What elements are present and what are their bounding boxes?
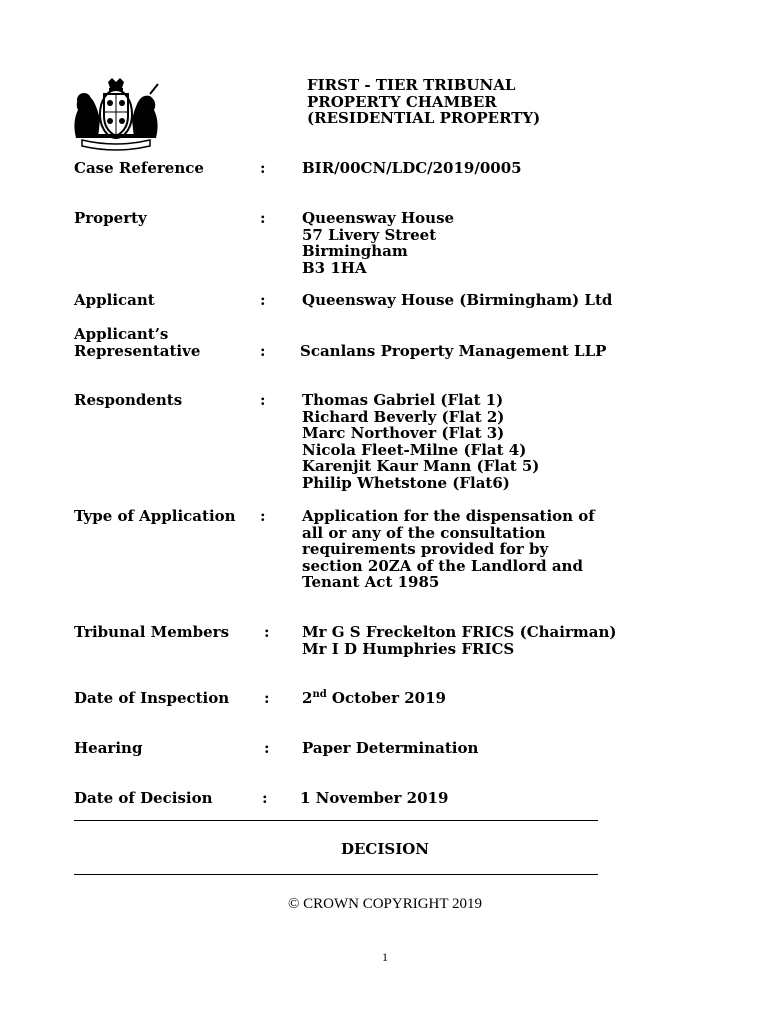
respondent-item: Marc Northover (Flat 3) [302,424,505,442]
respondents-label: Respondents [74,391,183,409]
hearing-value: Paper Determination [302,739,479,757]
colon: : [264,623,270,641]
property-line: Birmingham [302,242,408,260]
case-reference-label: Case Reference [74,159,204,177]
respondents-value [302,392,622,491]
copyright-notice: © CROWN COPYRIGHT 2019 [287,896,483,912]
colon: : [260,209,266,227]
tribunal-member: Mr I D Humphries FRICS [302,639,515,658]
case-reference-value: BIR/00CN/LDC/2019/0005 [302,159,522,177]
colon: : [264,739,270,757]
header-line-3: (RESIDENTIAL PROPERTY) [307,109,541,127]
date-of-inspection-value [302,690,622,707]
date-of-decision-label: Date of Decision [74,789,213,807]
hearing-label: Hearing [74,739,143,757]
tribunal-header [307,77,540,127]
respondent-item: Karenjit Kaur Mann (Flat 5) [302,457,540,475]
inspection-month-year: October 2019 [326,689,446,707]
tribunal-members-value [302,624,622,657]
divider-bottom [74,874,598,875]
representative-value: Scanlans Property Management LLP [300,341,607,360]
colon: : [260,507,266,525]
type-of-application-value: Application for the dispensation of all or any of the consultation requirements provided for by section 20ZA of the Landlord and Tenant Act 1985 [302,507,595,591]
inspection-day-suffix: nd [312,689,327,700]
respondent-item: Thomas Gabriel (Flat 1) [302,391,504,409]
respondent-item: Philip Whetstone (Flat6) [302,473,510,492]
colon: : [260,159,266,177]
colon: : [260,291,266,309]
date-of-decision-value: 1 November 2019 [300,789,449,807]
colon: : [262,789,268,807]
property-label: Property [74,209,147,227]
colon: : [260,391,266,409]
royal-coat-of-arms-icon [64,76,168,152]
property-value [302,210,622,276]
representative-label [74,326,254,359]
type-of-application-label: Type of Application [74,507,236,525]
property-line: Queensway House [302,209,455,227]
divider-top [74,820,598,821]
respondent-item: Nicola Fleet-Milne (Flat 4) [302,440,527,459]
colon: : [260,341,266,360]
page-number: 1 [382,950,388,964]
respondent-item: Richard Beverly (Flat 2) [302,407,505,426]
header-line-2: PROPERTY CHAMBER [307,92,497,111]
applicant-label: Applicant [74,291,155,309]
decision-heading: DECISION [340,840,430,858]
tribunal-members-label: Tribunal Members [74,623,230,641]
header-line-1: FIRST - TIER TRIBUNAL [307,76,516,94]
representative-label-line-2: Representative [74,341,201,360]
property-line: B3 1HA [302,258,367,277]
applicant-value: Queensway House (Birmingham) Ltd [302,291,613,309]
inspection-day: 2 [302,689,313,707]
representative-label-line-1: Applicant’s [74,325,169,343]
tribunal-member: Mr G S Freckelton FRICS (Chairman) [302,623,617,641]
date-of-inspection-label: Date of Inspection [74,689,230,707]
colon: : [264,689,270,707]
property-line: 57 Livery Street [302,225,437,244]
